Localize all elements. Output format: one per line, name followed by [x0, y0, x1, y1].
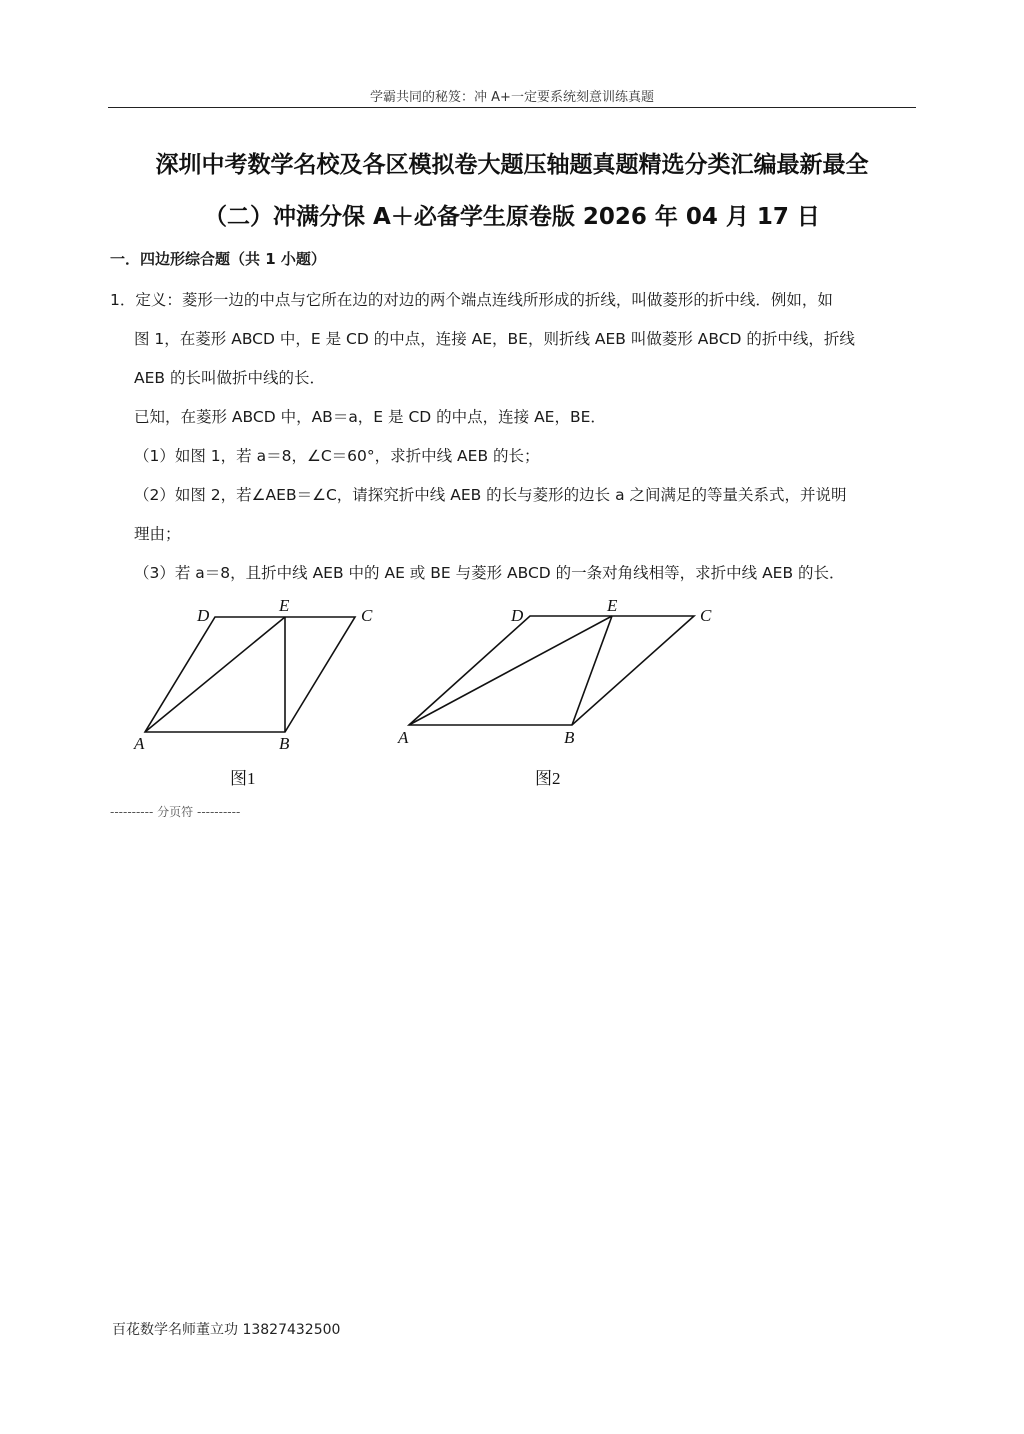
label-e-fig2: E — [607, 596, 618, 615]
segment-ae-fig1 — [145, 617, 285, 732]
page-break-marker — [110, 803, 240, 820]
page-header: 学霸共同的秘笈：冲 A+一定要系统刻意训练真题 — [370, 90, 654, 105]
geometry-figures — [0, 590, 1024, 800]
section-heading: 一．四边形综合题（共 1 小题） — [110, 250, 326, 268]
label-b-fig1: B — [279, 734, 290, 753]
label-d-fig2: D — [511, 606, 524, 625]
figure-1 — [145, 617, 355, 732]
figure-2 — [409, 616, 694, 725]
figure-2-caption: 图2 — [535, 769, 561, 788]
label-d-fig1: D — [197, 606, 210, 625]
page-break-label: 分页符 — [157, 805, 194, 819]
figure-1-caption: 图1 — [230, 769, 256, 788]
question-2: （2）如图 2，若∠AEB＝∠C，请探究折中线 AEB 的长与菱形的边长 a 之间满足的等量关系式，并说明 — [134, 486, 847, 504]
problem-given: 已知，在菱形 ABCD 中，AB＝a，E 是 CD 的中点，连接 AE，BE． — [134, 408, 606, 426]
segment-be-fig2 — [572, 616, 612, 725]
label-c-fig1: C — [361, 606, 373, 625]
segment-ae-fig2 — [409, 616, 612, 725]
page-footer: 百花数学名师董立功 13827432500 — [112, 1322, 341, 1338]
label-a-fig1: A — [134, 734, 145, 753]
rhombus-abcd-fig1 — [145, 617, 355, 732]
question-1: （1）如图 1，若 a＝8，∠C＝60°，求折中线 AEB 的长； — [134, 447, 540, 465]
page-break-dashes-right: ---------- — [196, 805, 241, 819]
header-divider — [108, 107, 916, 108]
problem-line-3: AEB 的长叫做折中线的长． — [134, 369, 325, 387]
page-break-dashes-left: ---------- — [110, 805, 154, 819]
problem-line-2: 图 1，在菱形 ABCD 中，E 是 CD 的中点，连接 AE，BE，则折线 AEB 叫做菱形 ABCD 的折中线，折线 — [134, 330, 855, 348]
question-2-continued: 理由； — [134, 525, 181, 543]
document-title-line-1: 深圳中考数学名校及各区模拟卷大题压轴题真题精选分类汇编最新最全 — [155, 152, 869, 178]
problem-line-1: 1．定义：菱形一边的中点与它所在边的对边的两个端点连线所形成的折线，叫做菱形的折中线．例如，如 — [110, 291, 833, 309]
label-c-fig2: C — [700, 606, 712, 625]
label-e-fig1: E — [279, 596, 290, 615]
label-b-fig2: B — [564, 728, 575, 747]
rhombus-abcd-fig2 — [409, 616, 694, 725]
label-a-fig2: A — [398, 728, 409, 747]
question-3: （3）若 a＝8，且折中线 AEB 中的 AE 或 BE 与菱形 ABCD 的一条对角线相等，求折中线 AEB 的长． — [134, 564, 845, 582]
document-title-line-2: （二）冲满分保 A＋必备学生原卷版 2026 年 04 月 17 日 — [204, 204, 820, 230]
